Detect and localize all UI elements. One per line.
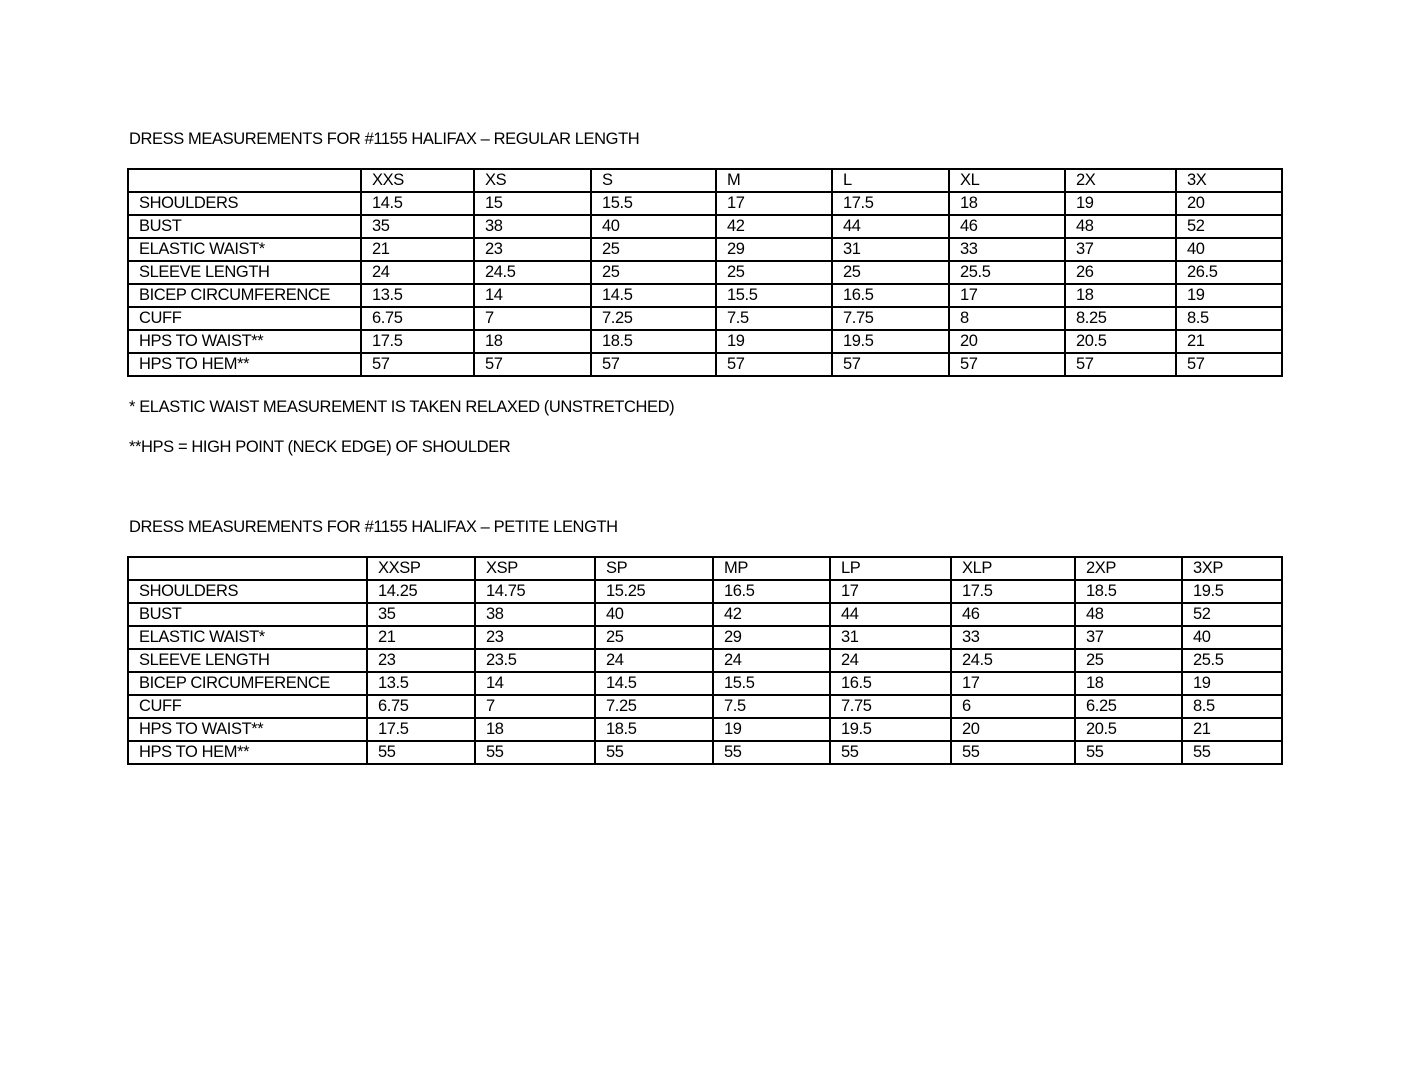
measurement-label: HPS TO HEM** [128,741,367,764]
measurement-value: 18.5 [1075,580,1182,603]
measurement-value: 55 [1075,741,1182,764]
measurement-value: 14.25 [367,580,475,603]
measurement-label: BUST [128,603,367,626]
measurement-value: 15.5 [713,672,830,695]
measurement-value: 14.75 [475,580,595,603]
measurement-value: 6 [951,695,1075,718]
measurement-value: 55 [713,741,830,764]
measurement-value: 15.25 [595,580,713,603]
size-header-cell: LP [830,557,951,580]
measurement-value: 25.5 [1182,649,1282,672]
measurement-value: 17.5 [361,330,474,353]
size-header-cell: 3XP [1182,557,1282,580]
measurement-label: SLEEVE LENGTH [128,649,367,672]
measurement-value: 21 [367,626,475,649]
measurement-value: 57 [949,353,1065,376]
measurement-value: 55 [830,741,951,764]
measurement-label: HPS TO HEM** [128,353,361,376]
measurement-row [128,580,1282,603]
measurement-value: 26.5 [1176,261,1282,284]
measurement-value: 18.5 [591,330,716,353]
measurement-value: 44 [830,603,951,626]
measurement-value: 6.75 [367,695,475,718]
measurement-value: 7.5 [713,695,830,718]
measurement-value: 52 [1182,603,1282,626]
measurement-row [128,626,1282,649]
measurement-value: 52 [1176,215,1282,238]
measurement-value: 15.5 [591,192,716,215]
measurement-value: 29 [713,626,830,649]
measurement-value: 19.5 [1182,580,1282,603]
measurement-value: 57 [361,353,474,376]
measurement-row [128,215,1282,238]
regular-length-table [127,168,1283,377]
measurement-value: 17 [951,672,1075,695]
measurement-value: 20.5 [1065,330,1176,353]
regular-length-title: DRESS MEASUREMENTS FOR #1155 HALIFAX – REGULAR LENGTH [129,130,640,148]
measurement-value: 13.5 [361,284,474,307]
measurement-value: 24.5 [474,261,591,284]
measurement-row [128,718,1282,741]
measurement-value: 19.5 [832,330,949,353]
size-header-cell: XL [949,169,1065,192]
measurement-value: 35 [361,215,474,238]
size-header-row [128,557,1282,580]
petite-length-table [127,556,1283,765]
measurement-label: HPS TO WAIST** [128,718,367,741]
measurement-value: 20 [949,330,1065,353]
measurement-label: SHOULDERS [128,192,361,215]
measurement-value: 23 [367,649,475,672]
size-header-row [128,169,1282,192]
measurement-value: 14 [475,672,595,695]
measurement-value: 23 [474,238,591,261]
measurement-label: HPS TO WAIST** [128,330,361,353]
measurement-value: 21 [361,238,474,261]
measurement-value: 24 [361,261,474,284]
measurement-value: 6.75 [361,307,474,330]
measurement-value: 7.25 [595,695,713,718]
measurement-value: 40 [1182,626,1282,649]
size-header-cell: XXS [361,169,474,192]
measurement-value: 19 [1176,284,1282,307]
measurement-row [128,330,1282,353]
size-header-cell: M [716,169,832,192]
measurement-value: 25 [1075,649,1182,672]
measurement-value: 8 [949,307,1065,330]
measurement-value: 6.25 [1075,695,1182,718]
measurement-value: 31 [832,238,949,261]
measurement-row [128,672,1282,695]
measurement-value: 40 [595,603,713,626]
measurement-value: 31 [830,626,951,649]
size-header-cell: XXSP [367,557,475,580]
measurement-value: 25 [591,238,716,261]
size-header-cell: 2X [1065,169,1176,192]
measurement-value: 18.5 [595,718,713,741]
size-header-cell: XS [474,169,591,192]
measurement-value: 24 [595,649,713,672]
measurement-value: 17.5 [951,580,1075,603]
measurement-row [128,741,1282,764]
hps-footnote: **HPS = HIGH POINT (NECK EDGE) OF SHOULDER [129,438,511,456]
size-header-cell: 2XP [1075,557,1182,580]
measurement-row [128,192,1282,215]
measurement-value: 17.5 [367,718,475,741]
measurement-value: 33 [951,626,1075,649]
measurement-row [128,603,1282,626]
measurement-value: 23.5 [475,649,595,672]
measurement-value: 44 [832,215,949,238]
size-header-cell: SP [595,557,713,580]
measurement-value: 7 [474,307,591,330]
measurement-value: 26 [1065,261,1176,284]
measurement-value: 42 [713,603,830,626]
measurement-value: 55 [475,741,595,764]
measurement-value: 21 [1182,718,1282,741]
measurement-value: 57 [591,353,716,376]
measurement-value: 7.75 [832,307,949,330]
measurement-label: ELASTIC WAIST* [128,626,367,649]
measurement-value: 25.5 [949,261,1065,284]
measurement-value: 20 [1176,192,1282,215]
measurement-label: CUFF [128,307,361,330]
measurement-value: 40 [1176,238,1282,261]
measurement-value: 18 [475,718,595,741]
measurement-value: 25 [595,626,713,649]
measurement-row [128,284,1282,307]
measurement-label: BICEP CIRCUMFERENCE [128,672,367,695]
measurement-value: 15 [474,192,591,215]
measurement-value: 14.5 [595,672,713,695]
measurement-row [128,353,1282,376]
measurement-label: ELASTIC WAIST* [128,238,361,261]
measurement-value: 7.25 [591,307,716,330]
corner-cell [128,557,367,580]
measurement-value: 40 [591,215,716,238]
measurement-label: CUFF [128,695,367,718]
measurement-value: 57 [474,353,591,376]
measurement-value: 18 [1065,284,1176,307]
measurement-value: 18 [1075,672,1182,695]
size-header-cell: S [591,169,716,192]
measurement-label: SHOULDERS [128,580,367,603]
measurement-value: 55 [1182,741,1282,764]
measurement-value: 55 [951,741,1075,764]
measurement-value: 18 [949,192,1065,215]
measurement-value: 19.5 [830,718,951,741]
measurement-value: 17 [830,580,951,603]
measurement-value: 14.5 [591,284,716,307]
measurement-value: 14 [474,284,591,307]
measurement-value: 33 [949,238,1065,261]
measurement-value: 46 [951,603,1075,626]
measurement-value: 46 [949,215,1065,238]
size-header-cell: XLP [951,557,1075,580]
measurement-value: 57 [1065,353,1176,376]
measurement-value: 7.75 [830,695,951,718]
measurement-row [128,695,1282,718]
measurement-value: 24 [713,649,830,672]
measurement-value: 42 [716,215,832,238]
size-header-cell: L [832,169,949,192]
measurement-value: 8.5 [1182,695,1282,718]
corner-cell [128,169,361,192]
measurement-value: 14.5 [361,192,474,215]
measurement-value: 37 [1065,238,1176,261]
measurement-label: BICEP CIRCUMFERENCE [128,284,361,307]
measurement-value: 35 [367,603,475,626]
measurement-value: 48 [1065,215,1176,238]
size-header-cell: XSP [475,557,595,580]
measurement-value: 48 [1075,603,1182,626]
measurement-value: 55 [367,741,475,764]
measurement-value: 19 [1182,672,1282,695]
measurement-value: 55 [595,741,713,764]
measurement-value: 16.5 [832,284,949,307]
measurement-row [128,261,1282,284]
measurement-value: 15.5 [716,284,832,307]
measurement-value: 57 [832,353,949,376]
petite-length-title: DRESS MEASUREMENTS FOR #1155 HALIFAX – PETITE LENGTH [129,518,618,536]
measurement-row [128,649,1282,672]
measurement-value: 29 [716,238,832,261]
measurement-value: 24 [830,649,951,672]
measurement-value: 38 [474,215,591,238]
measurement-value: 20.5 [1075,718,1182,741]
measurement-value: 24.5 [951,649,1075,672]
measurement-value: 23 [475,626,595,649]
measurement-value: 25 [591,261,716,284]
measurement-value: 17 [716,192,832,215]
measurement-value: 17.5 [832,192,949,215]
measurement-value: 20 [951,718,1075,741]
measurement-value: 18 [474,330,591,353]
measurement-value: 57 [716,353,832,376]
measurement-value: 21 [1176,330,1282,353]
measurement-value: 19 [716,330,832,353]
measurement-value: 16.5 [713,580,830,603]
measurement-value: 16.5 [830,672,951,695]
measurement-value: 19 [713,718,830,741]
measurement-row [128,238,1282,261]
measurement-value: 17 [949,284,1065,307]
measurement-value: 57 [1176,353,1282,376]
measurement-value: 7 [475,695,595,718]
size-header-cell: 3X [1176,169,1282,192]
measurement-value: 8.5 [1176,307,1282,330]
measurement-value: 25 [716,261,832,284]
measurement-value: 8.25 [1065,307,1176,330]
measurement-label: BUST [128,215,361,238]
measurement-value: 19 [1065,192,1176,215]
measurement-label: SLEEVE LENGTH [128,261,361,284]
measurement-value: 37 [1075,626,1182,649]
size-header-cell: MP [713,557,830,580]
measurement-value: 13.5 [367,672,475,695]
elastic-waist-footnote: * ELASTIC WAIST MEASUREMENT IS TAKEN RELAXED (UNSTRETCHED) [129,398,675,416]
measurement-row [128,307,1282,330]
measurement-value: 38 [475,603,595,626]
measurement-value: 25 [832,261,949,284]
measurement-value: 7.5 [716,307,832,330]
